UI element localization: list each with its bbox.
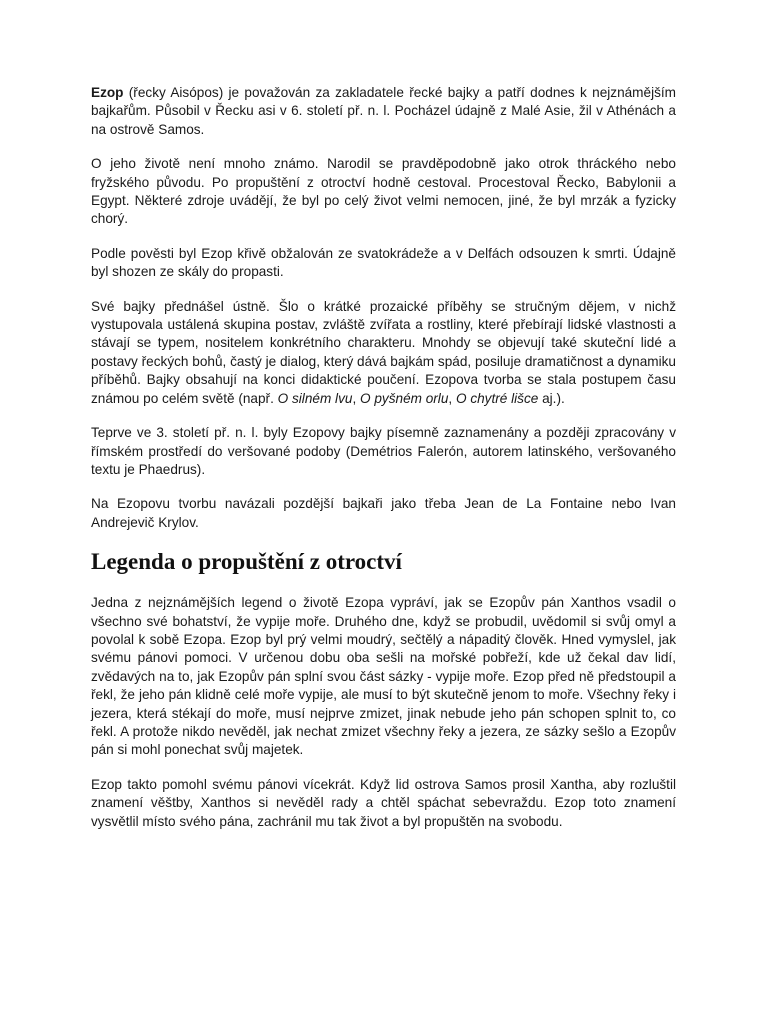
freedom-paragraph: Ezop takto pomohl svému pánovi vícekrát. Když lid ostrova Samos prosil Xantha, aby rozluštil znamení věštby, Xanthos si nevěděl rady a chtěl spáchat sebevraždu. Ezop toto znamení vysvětlil místo svého pána, zachránil mu tak život a byl propuštěn na svobodu.: [91, 776, 676, 829]
section-heading: Legenda o propuštění z otroctví: [91, 549, 402, 575]
successors-paragraph: Na Ezopovu tvorbu navázali pozdější bajkaři jako třeba Jean de La Fontaine nebo Ivan Andrejevič Krylov.: [91, 496, 676, 530]
fables-text-end: aj.).: [538, 390, 565, 406]
intro-text: (řecky Aisópos) je považován za zakladatele řecké bajky a patří dodnes k nejznámějším bajkařům. Působil v Řecku asi v 6. století př. n. l. Pocházel údajně z Malé Asie, žil v Athénách a na ostrově Samos.: [91, 85, 676, 137]
term-ezop: Ezop: [91, 85, 124, 100]
separator: ,: [352, 390, 360, 406]
separator: ,: [448, 390, 456, 406]
life-paragraph: O jeho životě není mnoho známo. Narodil se pravděpodobně jako otrok thráckého nebo fryžského původu. Po propuštění z otroctví hodně cestoval. Procestoval Řecko, Babylonii a Egypt. Některé zdroje uvádějí, že byl po celý život velmi nemocen, jiné, že byl mrzák a fyzicky chorý.: [91, 156, 676, 227]
legend-paragraph: Jedna z nejznámějších legend o životě Ezopa vypráví, jak se Ezopův pán Xanthos vsadil o všechno své bohatství, že vypije moře. Druhého dne, když se probudil, uvědomil si svůj omyl a povolal k sobě Ezopa. Ezop byl prý velmi moudrý, sečtělý a nápaditý člověk. Hned vymyslel, jak svému pánovi pomoci. V určenou dobu oba sešli na mořské pobřeží, kde už čekal dav lidí, zvědavých na to, jak Ezopův pán splní svou část sázky - vypije moře. Ezop před ně předstoupil a řekl, že jeho pán klidně celé moře vypije, ale musí to být skutečně jenom to moře. Všechny řeky i jezera, která stékají do moře, musí nejprve zmizet, jinak nebude jeho pán schopen splnit to, co řekl. A protože nikdo nevěděl, jak nechat zmizet všechny řeky a jezera, ze sázky sešlo a Ezopův pán si mohl ponechat svůj majetek.: [91, 595, 676, 758]
legend-death-paragraph: Podle pověsti byl Ezop křivě obžalován ze svatokrádeže a v Delfách odsouzen k smrti. Údajně byl shozen ze skály do propasti.: [91, 245, 676, 280]
fable-title-eagle: O pyšném orlu: [360, 390, 449, 406]
fables-text: Své bajky přednášel ústně. Šlo o krátké prozaické příběhy se stručným dějem, v nichž vystupovala ustálená skupina postav, zvláště zvířata a rostliny, které přebírají lidské vlastnosti a stávají se typem, nositelem konkrétního charakteru. Mnohdy se objevují také skuteční lidé a postavy řeckých bohů, častý je dialog, který dává bajkám spád, posiluje dramatičnost a dynamiku příběhů. Bajky obsahují na konci didaktické poučení. Ezopova tvorba se stala postupem času známou po celém světě (např.: [91, 298, 676, 406]
fable-title-lion: O silném lvu: [277, 390, 353, 406]
intro-paragraph: [91, 84, 676, 139]
written-records-paragraph: Teprve ve 3. století př. n. l. byly Ezopovy bajky písemně zaznamenány a později zpracovány v římském prostředí do veršované podoby (Demétrios Falerón, autorem latinského, veršovaného textu je Phaedrus).: [91, 425, 676, 477]
fables-paragraph: [91, 298, 676, 408]
fable-title-fox: O chytré lišce: [455, 390, 539, 406]
